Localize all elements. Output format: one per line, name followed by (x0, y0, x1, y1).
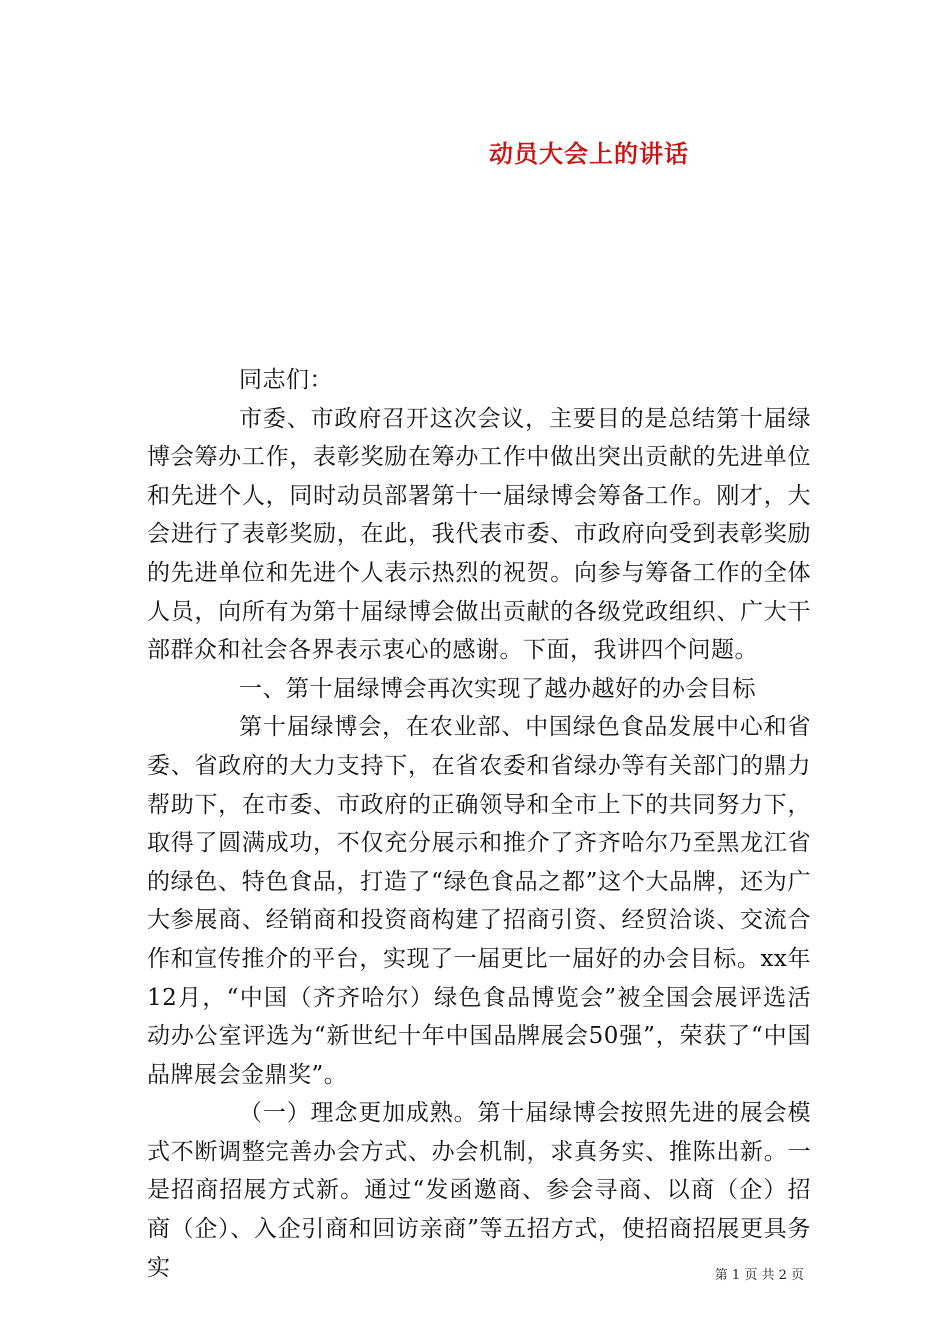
paragraph-section-1: 第十届绿博会，在农业部、中国绿色食品发展中心和省委、省政府的大力支持下，在省农委和省绿办等有关部门的鼎力帮助下，在市委、市政府的正确领导和全市上下的共同努力下，取得了圆满成功，不仅充分展示和推介了齐齐哈尔乃至黑龙江省的绿色、特色食品，打造了“绿色食品之都”这个大品牌，还为广大参展商、经销商和投资商构建了招商引资、经贸洽谈、交流合作和宣传推介的平台，实现了一届更比一届好的办会目标。xx年12月，“中国（齐齐哈尔）绿色食品博览会”被全国会展评选活动办公室评选为“新世纪十年中国品牌展会50强”，荣获了“中国品牌展会金鼎奖”。 (147, 714, 811, 1088)
paragraph-intro: 市委、市政府召开这次会议，主要目的是总结第十届绿博会筹办工作，表彰奖励在筹办工作中做出突出贡献的先进单位和先进个人，同时动员部署第十一届绿博会筹备工作。刚才，大会进行了表彰奖励，在此，我代表市委、市政府向受到表彰奖励的先进单位和先进个人表示热烈的祝贺。向参与筹备工作的全体人员，向所有为第十届绿博会做出贡献的各级党政组织、广大干部群众和社会各界表示衷心的感谢。下面，我讲四个问题。 (147, 405, 811, 664)
page-number-footer: 第 1 页 共 2 页 (714, 1268, 804, 1283)
document-title: 动员大会上的讲话 (489, 140, 689, 168)
salutation: 同志们： (239, 367, 333, 393)
paragraph-subsection-1: （一）理念更加成熟。第十届绿博会按照先进的展会模式不断调整完善办会方式、办会机制，求真务实、推陈出新。一是招商招展方式新。通过“发函邀商、参会寻商、以商（企）招商（企）、入企引商和回访亲商”等五招方式，使招商招展更具务实 (147, 1100, 811, 1281)
document-body (147, 361, 811, 1287)
section-heading-1: 一、第十届绿博会再次实现了越办越好的办会目标 (239, 675, 756, 702)
